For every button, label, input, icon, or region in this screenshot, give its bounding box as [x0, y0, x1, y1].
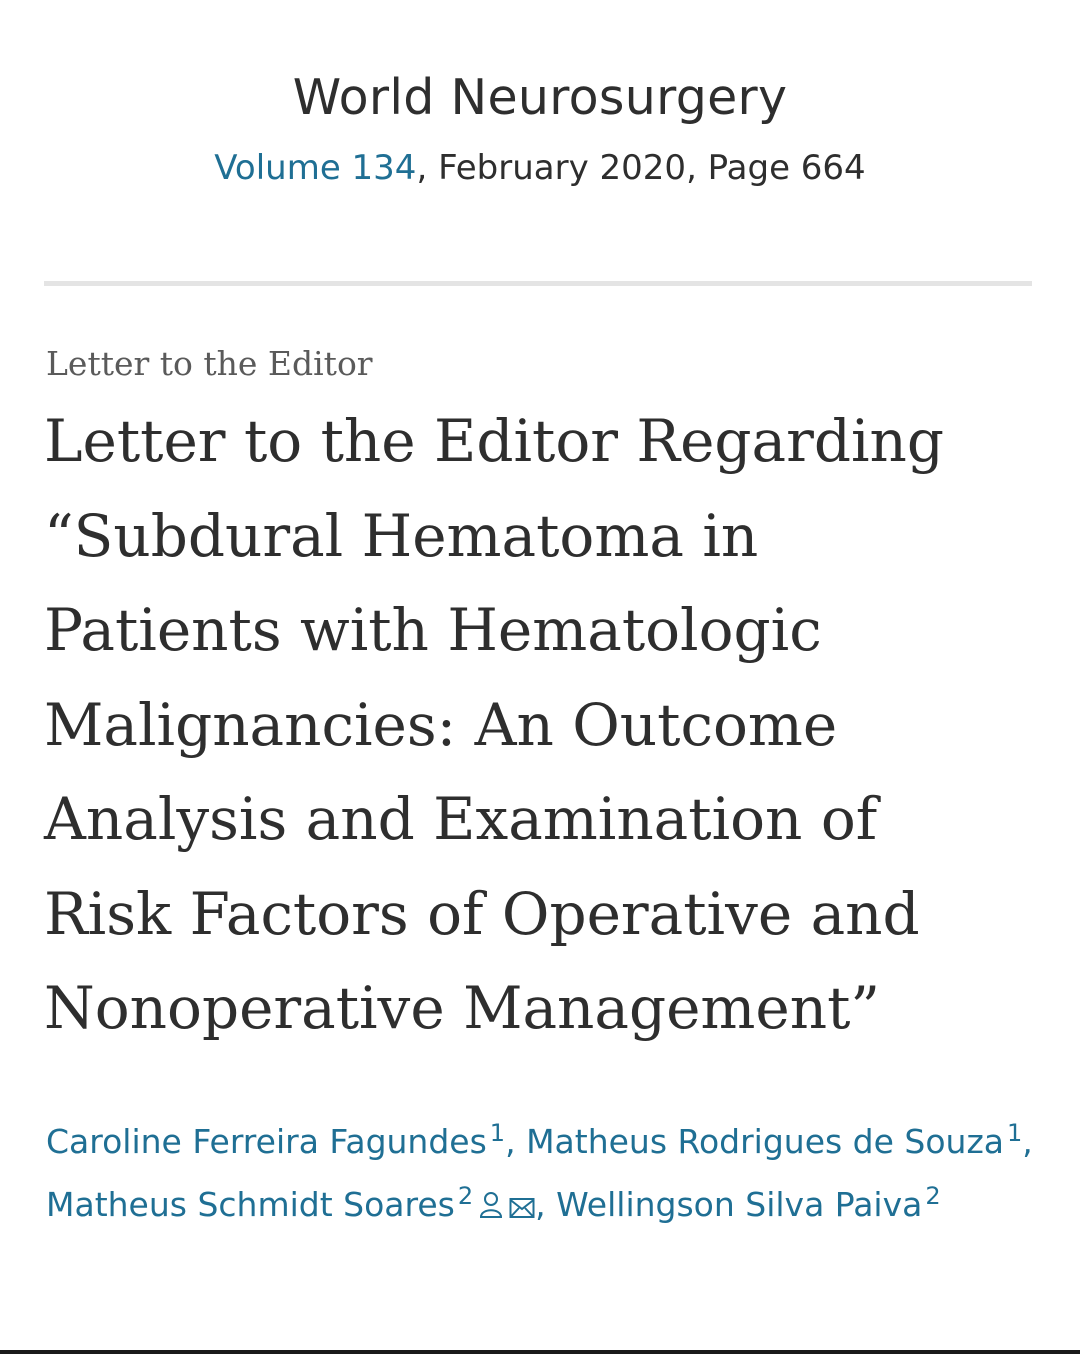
- author-name: Wellingson Silva Paiva: [556, 1185, 923, 1224]
- author-link[interactable]: [46, 1119, 506, 1161]
- article-title-line: Risk Factors of Operative and: [44, 879, 920, 948]
- affiliation-marker: 1: [1007, 1119, 1023, 1147]
- author-name: Matheus Schmidt Soares: [46, 1185, 455, 1224]
- article-title-line: Analysis and Examination of: [44, 785, 878, 853]
- affiliation-marker: 2: [925, 1182, 941, 1210]
- author-name: Matheus Rodrigues de Souza: [526, 1122, 1005, 1161]
- article-title-line: Patients with Hematologic: [44, 596, 822, 664]
- journal-header: [0, 62, 1080, 192]
- issue-info: [0, 144, 1080, 192]
- journal-title[interactable]: World Neurosurgery: [292, 69, 788, 126]
- issue-details: , February 2020, Page 664: [416, 148, 866, 188]
- article-title-line: Letter to the Editor Regarding: [44, 407, 945, 475]
- person-icon[interactable]: [479, 1176, 503, 1239]
- affiliation-marker: 2: [457, 1182, 474, 1210]
- author-link[interactable]: [526, 1119, 1023, 1161]
- article-title: [44, 394, 1044, 1056]
- bottom-edge-bar: [0, 1350, 1080, 1354]
- affiliation-marker: 1: [489, 1119, 506, 1147]
- article-type: Letter to the Editor: [46, 344, 373, 383]
- volume-link[interactable]: Volume 134: [214, 148, 417, 188]
- author-link[interactable]: [556, 1182, 941, 1224]
- author-separator: ,: [1022, 1122, 1033, 1161]
- article-title-line: “Subdural Hematoma in: [44, 501, 759, 570]
- author-name: Caroline Ferreira Fagundes: [46, 1122, 487, 1161]
- article-title-line: Nonoperative Management”: [44, 974, 881, 1042]
- header-divider: [44, 281, 1032, 286]
- article-title-line: Malignancies: An Outcome: [44, 690, 838, 759]
- envelope-icon[interactable]: [509, 1176, 535, 1239]
- author-link[interactable]: [46, 1182, 535, 1224]
- author-separator: ,: [535, 1185, 557, 1224]
- author-list: [46, 1110, 1046, 1239]
- author-separator: ,: [505, 1122, 527, 1161]
